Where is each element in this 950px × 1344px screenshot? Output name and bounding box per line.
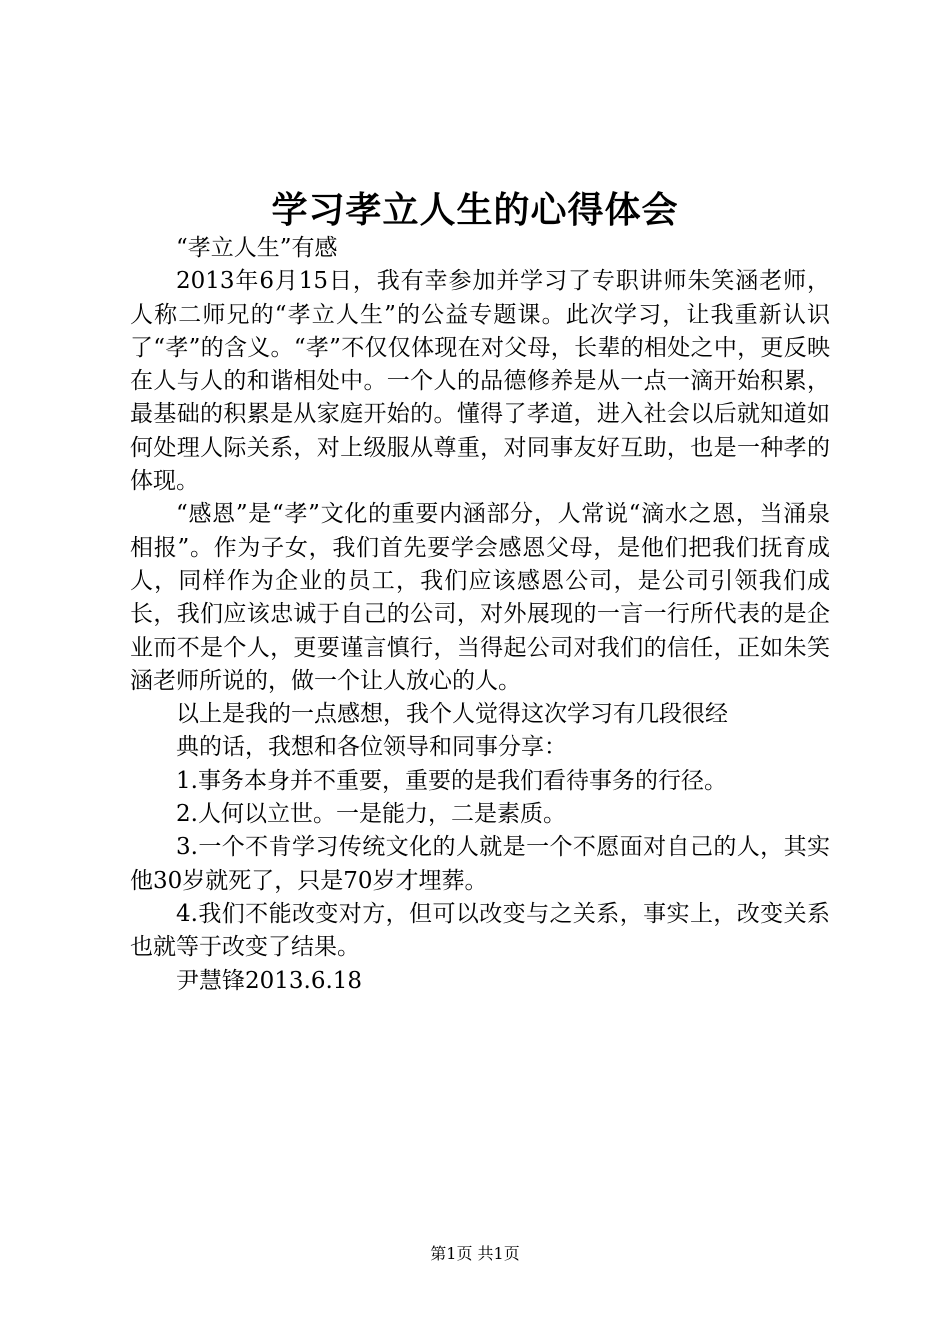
quote-item-4: 4.我们不能改变对方，但可以改变与之关系，事实上，改变关系也就等于改变了结果。 [130,900,830,961]
paragraph-gratitude: “感恩”是“孝”文化的重要内涵部分，人常说“滴水之恩，当涌泉相报”。作为子女，我们首先要学会感恩父母，是他们把我们抚育成人，同样作为企业的员工，我们应该感恩公司，是公司引领我们成长，我们应该忠诚于自己的公司，对外展现的一言一行所代表的是企业而不是个人，更要谨言慎行，当得起公司对我们的信任，正如朱笑涵老师所说的，做一个让人放心的人。 [130,501,830,694]
quote-item-2: 2.人何以立世。一是能力，二是素质。 [176,801,566,828]
quote-item-1: 1.事务本身并不重要，重要的是我们看待事务的行径。 [176,767,727,794]
page-footer: 第1页 共1页 [430,1244,520,1263]
quote-item-3: 3.一个不肯学习传统文化的人就是一个不愿面对自己的人，其实他30岁就死了，只是70岁才埋葬。 [130,834,830,894]
paragraph-subtitle: “孝立人生”有感 [176,235,338,261]
document-body [130,232,830,998]
paragraph-thoughts: 以上是我的一点感想，我个人觉得这次学习有几段很经 [176,701,728,728]
signature-line: 尹慧锋2013.6.18 [176,967,363,994]
paragraph-intro: 2013年6月15日，我有幸参加并学习了专职讲师朱笑涵老师，人称二师兄的“孝立人生”的公益专题课。此次学习，让我重新认识了“孝”的含义。“孝”不仅仅体现在对父母，长辈的相处之中，更反映在人与人的和谐相处中。一个人的品德修养是从一点一滴开始积累，最基础的积累是从家庭开始的。懂得了孝道，进入社会以后就知道如何处理人际关系，对上级服从尊重，对同事友好互助，也是一种孝的体现。 [130,268,830,495]
paragraph-share: 典的话，我想和各位领导和同事分享： [176,734,567,761]
document-title: 学习孝立人生的心得体会 [271,189,679,231]
